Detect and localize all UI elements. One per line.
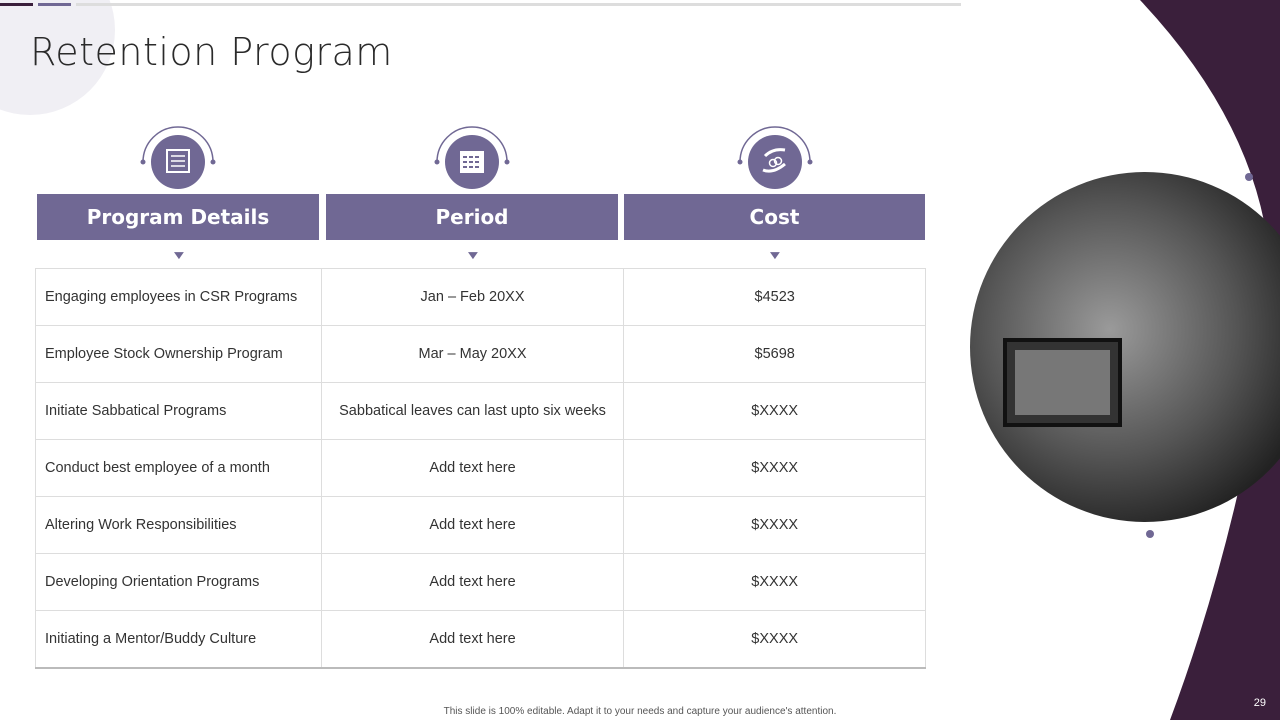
period-cell: Mar – May 20XX: [321, 326, 624, 383]
cost-cell: $5698: [624, 326, 926, 383]
table-row: [36, 269, 926, 326]
table-row: [36, 611, 926, 669]
cost-cell: $4523: [624, 269, 926, 326]
money-hand-icon: [735, 126, 815, 190]
period-cell: Add text here: [321, 554, 624, 611]
table-row: [36, 554, 926, 611]
program-cell: Initiating a Mentor/Buddy Culture: [36, 611, 322, 669]
program-cell: Initiate Sabbatical Programs: [36, 383, 322, 440]
period-cell: Sabbatical leaves can last upto six weeks: [321, 383, 624, 440]
calendar-icon: [432, 126, 512, 190]
retention-table: [35, 268, 926, 669]
program-cell: Conduct best employee of a month: [36, 440, 322, 497]
table-row: [36, 497, 926, 554]
header-cost: Cost: [624, 194, 925, 240]
document-icon: [138, 126, 218, 190]
table-row: [36, 383, 926, 440]
header-period: Period: [326, 194, 618, 240]
table-row: [36, 326, 926, 383]
table-row: [36, 440, 926, 497]
program-cell: Altering Work Responsibilities: [36, 497, 322, 554]
page-title: Retention Program: [30, 30, 393, 74]
cost-cell: $XXXX: [624, 383, 926, 440]
period-cell: Add text here: [321, 440, 624, 497]
program-cell: Developing Orientation Programs: [36, 554, 322, 611]
period-cell: Add text here: [321, 611, 624, 669]
chevron-down-icon: ▼: [170, 248, 188, 262]
cost-cell: $XXXX: [624, 497, 926, 554]
header-program-details: Program Details: [37, 194, 319, 240]
cost-cell: $XXXX: [624, 440, 926, 497]
page-number: 29: [1253, 697, 1266, 709]
footer-note: This slide is 100% editable. Adapt it to your needs and capture your audience's attention.: [443, 706, 837, 717]
chevron-down-icon: ▼: [464, 248, 482, 262]
program-cell: Employee Stock Ownership Program: [36, 326, 322, 383]
period-cell: Add text here: [321, 497, 624, 554]
cost-cell: $XXXX: [624, 554, 926, 611]
cost-cell: $XXXX: [624, 611, 926, 669]
period-cell: Jan – Feb 20XX: [321, 269, 624, 326]
program-cell: Engaging employees in CSR Programs: [36, 269, 322, 326]
chevron-down-icon: ▼: [766, 248, 784, 262]
